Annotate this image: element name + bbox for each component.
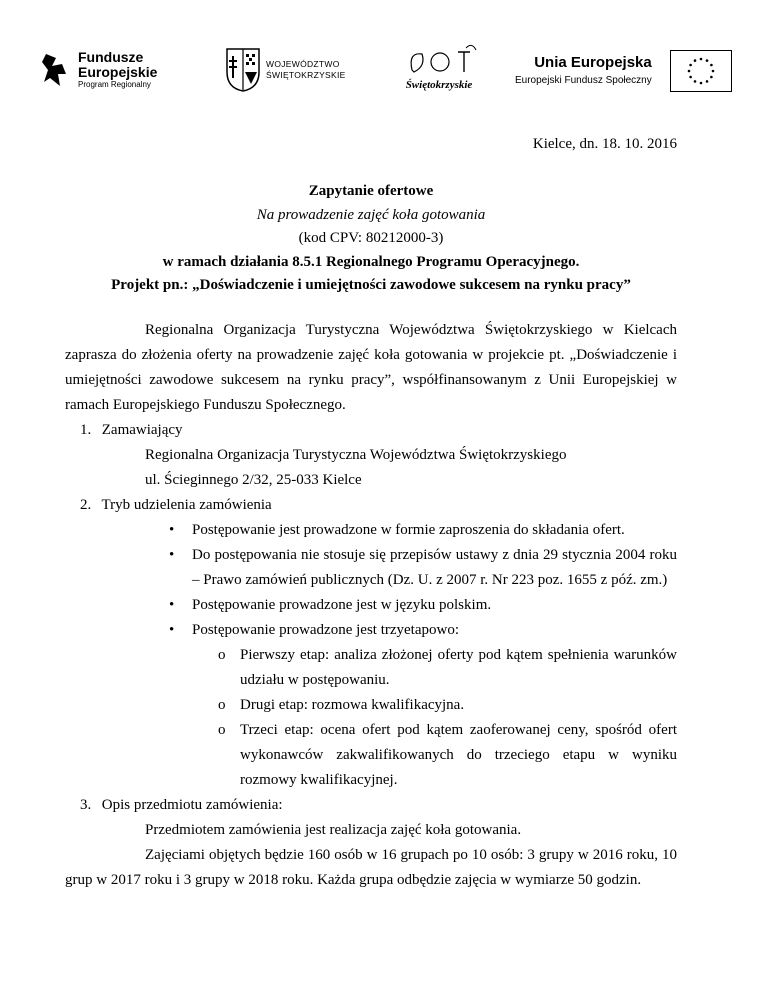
bullet-text: Postępowanie prowadzone jest w języku polskim. bbox=[192, 597, 492, 613]
bullet-mark: • bbox=[169, 597, 175, 613]
ue-line1: Unia Europejska bbox=[534, 54, 652, 71]
section-2-number: 2. bbox=[80, 497, 92, 513]
section-3-heading bbox=[65, 793, 677, 818]
list-item bbox=[65, 593, 677, 618]
title-block bbox=[65, 180, 677, 298]
section-2-subitems bbox=[65, 643, 677, 793]
section-2-heading bbox=[65, 493, 677, 518]
section-3-title: Opis przedmiotu zamówienia: bbox=[101, 797, 283, 813]
fe-line1: Fundusze bbox=[78, 49, 144, 65]
title-project: Projekt pn.: „Doświadczenie i umiejętności zawodowe sukcesem na rynku pracy” bbox=[111, 277, 631, 293]
section-3-number: 3. bbox=[80, 797, 92, 813]
bullet-mark: • bbox=[169, 622, 175, 638]
section-1-line-2: ul. Ścieginnego 2/32, 25-033 Kielce bbox=[145, 472, 362, 488]
fundusze-europejskie-logo bbox=[42, 50, 157, 90]
sub-mark: o bbox=[218, 647, 226, 663]
list-item bbox=[65, 518, 677, 543]
woj-line2: ŚWIĘTOKRZYSKIE bbox=[266, 70, 346, 80]
list-item bbox=[65, 718, 677, 793]
bullet-text: Postępowanie prowadzone jest trzyetapowo: bbox=[192, 622, 460, 638]
unia-europejska-logo bbox=[515, 54, 652, 86]
rot-text: Świętokrzyskie bbox=[405, 79, 473, 91]
list-item bbox=[65, 693, 677, 718]
rot-logo bbox=[400, 44, 478, 92]
fe-line2: Europejskie bbox=[78, 63, 158, 80]
section-1-number: 1. bbox=[80, 422, 92, 438]
sub-text: Drugi etap: rozmowa kwalifikacyjna. bbox=[240, 697, 465, 713]
section-1-title: Zamawiający bbox=[101, 422, 183, 438]
title-program: w ramach działania 8.5.1 Regionalnego Programu Operacyjnego. bbox=[162, 253, 580, 270]
bullet-text: Do postępowania nie stosuje się przepisów ustawy z dnia 29 stycznia 2004 roku – Prawo zamówień publicznych (Dz. U. z 2007 r. Nr 223 poz. 1655 z póź. zm.) bbox=[192, 547, 677, 588]
section-1-line-1: Regionalna Organizacja Turystyczna Województwa Świętokrzyskiego bbox=[145, 447, 567, 463]
woj-line1: WOJEWÓDZTWO bbox=[266, 59, 340, 70]
logo-bar bbox=[40, 40, 730, 110]
intro-paragraph: Regionalna Organizacja Turystyczna Województwa Świętokrzyskiego w Kielcach zaprasza do złożenia oferty na prowadzenie zajęć koła gotowania w projekcie pt. „Doświadczenie i umiejętności zawodowe sukcesem na rynku pracy”, współfinansowanym z Unii Europejskiej w ramach Europejskiego Funduszu Społecznego. bbox=[65, 322, 677, 413]
coat-of-arms-icon bbox=[226, 48, 260, 92]
body-text bbox=[65, 318, 677, 893]
section-3-paragraph-2: Zajęciami objętych będzie 160 osób w 16 grupach po 10 osób: 3 grupy w 2016 roku, 10 grup w 2017 roku i 3 grupy w 2018 roku. Każda grupa odbędzie zajęcia w wymiarze 50 godzin. bbox=[65, 847, 677, 888]
bullet-text: Postępowanie jest prowadzone w formie zaproszenia do składania ofert. bbox=[192, 522, 625, 538]
bullet-mark: • bbox=[169, 547, 175, 563]
list-item bbox=[65, 543, 677, 593]
title-subtitle: Na prowadzenie zajęć koła gotowania bbox=[256, 206, 486, 223]
sub-text: Pierwszy etap: analiza złożonej oferty pod kątem spełnienia warunków udziału w postępowaniu. bbox=[240, 647, 677, 688]
fe-star-icon bbox=[42, 52, 70, 88]
eu-flag-icon bbox=[670, 50, 732, 92]
section-2-title: Tryb udzielenia zamówienia bbox=[101, 497, 272, 513]
section-2-bullets bbox=[65, 518, 677, 643]
section-1-heading bbox=[65, 418, 677, 443]
bullet-mark: • bbox=[169, 522, 175, 538]
sub-mark: o bbox=[218, 722, 226, 738]
rot-emblem-icon bbox=[400, 44, 478, 92]
title-heading: Zapytanie ofertowe bbox=[308, 183, 434, 199]
list-item bbox=[65, 618, 677, 643]
wojewodztwo-logo bbox=[226, 48, 346, 92]
sub-text: Trzeci etap: ocena ofert pod kątem zaoferowanej ceny, spośród ofert wykonawców zakwalifikowanych do trzeciego etapu w wyniku rozmowy kwalifikacyjnej. bbox=[240, 722, 677, 788]
title-cpv: (kod CPV: 80212000-3) bbox=[298, 230, 444, 246]
fe-line3: Program Regionalny bbox=[78, 80, 151, 90]
list-item bbox=[65, 643, 677, 693]
section-3-paragraph-1: Przedmiotem zamówienia jest realizacja zajęć koła gotowania. bbox=[145, 822, 522, 838]
ue-line2: Europejski Fundusz Społeczny bbox=[515, 75, 652, 86]
document-date: Kielce, dn. 18. 10. 2016 bbox=[532, 136, 677, 152]
sub-mark: o bbox=[218, 697, 226, 713]
